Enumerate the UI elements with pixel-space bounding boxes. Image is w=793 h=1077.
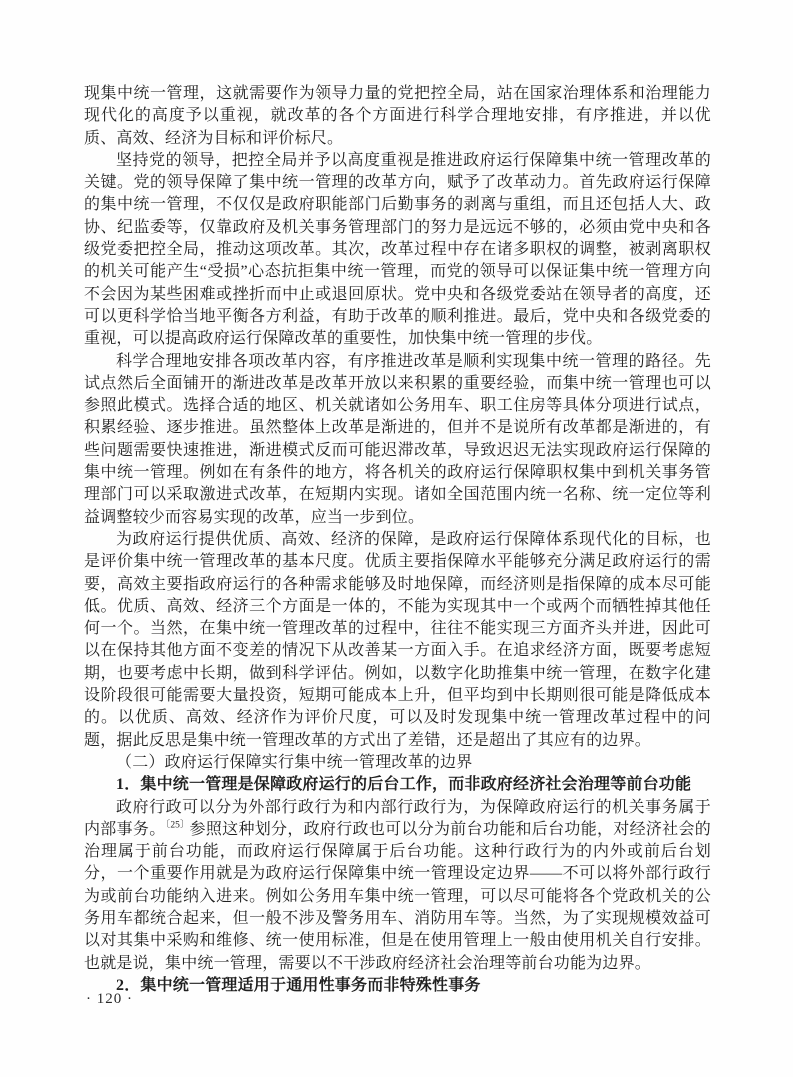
paragraph-continuation: 现集中统一管理，这就需要作为领导力量的党把控全局，站在国家治理体系和治理能力现代化的高度予以重视，就改革的各个方面进行科学合理地安排，有序推进，并以优质、高效、经济为目标和评价标尺。 bbox=[84, 85, 711, 147]
paragraph: 科学合理地安排各项改革内容，有序推进改革是顺利实现集中统一管理的路径。先试点然后全面铺开的渐进改革是改革开放以来积累的重要经验，而集中统一管理也可以参照此模式。选择合适的地区、机关就诸如公务用车、职工住房等具体分项进行试点，积累经验、逐步推进。虽然整体上改革是渐进的，但并不是说所有改革都是渐进的，有些问题需要快速推进，渐进模式反而可能迟滞改革，导致迟迟无法实现政府运行保障的集中统一管理。例如在有条件的地方，将各机关的政府运行保障职权集中到机关事务管理部门可以采取激进式改革，在短期内实现。诸如全国范围内统一名称、统一定位等利益调整较少而容易实现的改革，应当一步到位。 bbox=[84, 352, 711, 526]
paragraph-text: 政府行政可以分为外部行政行为和内部行政行为，为保障政府运行的机关事务属于内部事务。 bbox=[84, 798, 711, 838]
subsection-heading-1: 1．集中统一管理是保障政府运行的后台工作，而非政府经济社会治理等前台功能 bbox=[116, 776, 692, 794]
paragraph: 为政府运行提供优质、高效、经济的保障，是政府运行保障体系现代化的目标，也是评价集中统一管理改革的基本尺度。优质主要指保障水平能够充分满足政府运行的需要，高效主要指政府运行的各种需求能够及时地保障，而经济则是指保障的成本尽可能低。优质、高效、经济三个方面是一体的，不能为实现其中一个或两个而牺牲掉其他任何一个。当然，在集中统一管理改革的过程中，往往不能实现三方面齐头并进，因此可以在保持其他方面不变差的情况下从改善某一方面入手。在追求经济方面，既要考虑短期，也要考虑中长期，做到科学评估。例如，以数字化助推集中统一管理，在数字化建设阶段很可能需要大量投资，短期可能成本上升，但平均到中长期则很可能是降低成本的。以优质、高效、经济作为评价尺度，可以及时发现集中统一管理改革过程中的问题，据此反思是集中统一管理改革的方式出了差错，还是超出了其应有的边界。 bbox=[84, 530, 711, 749]
section-heading: （二）政府运行保障实行集中统一管理改革的边界 bbox=[116, 753, 473, 771]
page-number: · 120 · bbox=[86, 991, 133, 1007]
paragraph: 坚持党的领导，把控全局并予以高度重视是推进政府运行保障集中统一管理改革的关键。党的领导保障了集中统一管理的改革方向，赋予了改革动力。首先政府运行保障的集中统一管理，不仅仅是政府职能部门后勤事务的剥离与重组，而且还包括人大、政协、纪监委等，仅靠政府及机关事务管理部门的努力是远远不够的，必须由党中央和各级党委把控全局，推动这项改革。其次，改革过程中存在诸多职权的调整，被剥离职权的机关可能产生“受损”心态抗拒集中统一管理，而党的领导可以保证集中统一管理方向不会因为某些困难或挫折而中止或退回原状。党中央和各级党委站在领导者的高度，还可以更科学恰当地平衡各方利益，有助于改革的顺利推进。最后，党中央和各级党委的重视，可以提高政府运行保障改革的重要性，加快集中统一管理的步伐。 bbox=[84, 151, 711, 348]
paragraph-text: 参照这种划分，政府行政也可以分为前台功能和后台功能，对经济社会的治理属于前台功能，而政府运行保障属于后台功能。这种行政行为的内外或前后台划分，一个重要作用就是为政府运行保障集中统一管理设定边界——不可以将外部行政行为或前台功能纳入进来。例如公务用车集中统一管理，可以尽可能将各个党政机关的公务用车都统合起来，但一般不涉及警务用车、消防用车等。当然，为了实现规模效益可以对其集中采购和维修、统一使用标准，但是在使用管理上一般由使用机关自行安排。也就是说，集中统一管理，需要以不干涉政府经济社会治理等前台功能为边界。 bbox=[84, 820, 711, 972]
paragraph bbox=[84, 797, 711, 975]
text-block bbox=[84, 83, 711, 997]
subsection-heading-2: 2．集中统一管理适用于通用性事务而非特殊性事务 bbox=[116, 976, 481, 994]
footnote-ref: 〔25〕 bbox=[165, 820, 190, 831]
